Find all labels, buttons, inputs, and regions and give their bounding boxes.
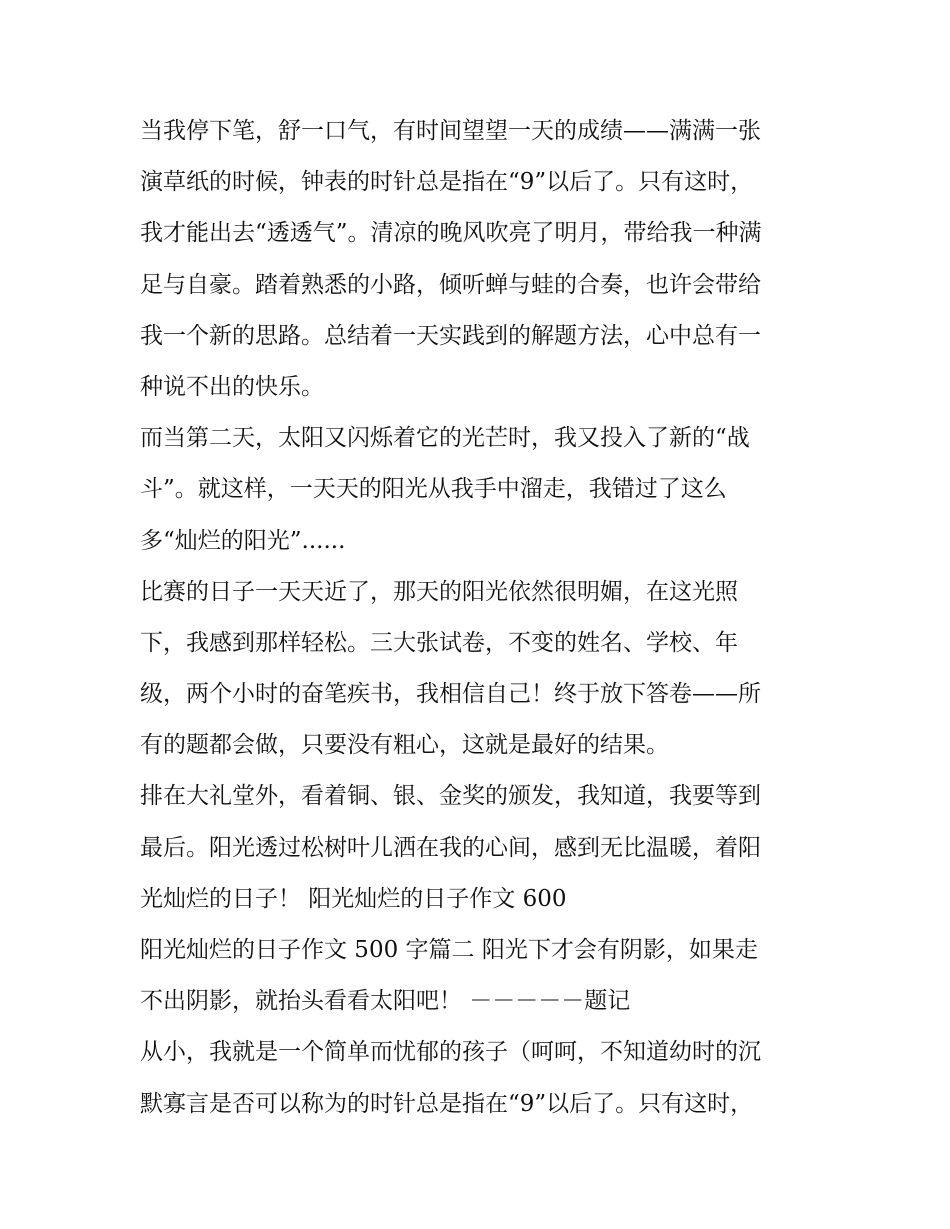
text-line: 不出阴影，就抬头看看太阳吧！ －－－－－题记 — [140, 988, 631, 1015]
text-line: 多“灿烂的阳光”...... — [140, 527, 346, 554]
text-line: 最后。阳光透过松树叶儿洒在我的心间，感到无比温暖，着阳 — [140, 834, 761, 861]
text-line: 级，两个小时的奋笔疾书，我相信自己！终于放下答卷——所 — [140, 681, 761, 708]
essay-text — [140, 106, 820, 1130]
text-line: 排在大礼堂外，看着铜、银、金奖的颁发，我知道，我要等到 — [140, 783, 761, 810]
text-line: 种说不出的快乐。 — [140, 373, 324, 400]
text-line: 阳光灿烂的日子作文 500 字篇二 阳光下才会有阴影，如果走 — [140, 937, 758, 963]
text-line: 足与自豪。踏着熟悉的小路，倾听蝉与蛙的合奏，也许会带给 — [140, 271, 761, 298]
text-line: 有的题都会做，只要没有粗心，这就是最好的结果。 — [140, 732, 669, 759]
text-line: 我才能出去“透透气”。清凉的晚风吹亮了明月，带给我一种满 — [140, 220, 762, 247]
text-line: 比赛的日子一天天近了，那天的阳光依然很明媚，在这光照 — [140, 578, 738, 605]
text-line: 斗”。就这样，一天天的阳光从我手中溜走，我错过了这么 — [140, 476, 727, 503]
text-line: 而当第二天，太阳又闪烁着它的光芒时，我又投入了新的“战 — [140, 425, 750, 452]
text-line: 当我停下笔，舒一口气，有时间望望一天的成绩——满满一张 — [140, 118, 761, 144]
text-line: 光灿烂的日子！ 阳光灿烂的日子作文 600 — [140, 885, 567, 912]
text-line: 默寡言是否可以称为的时针总是指在“9”以后了。只有这时， — [140, 1090, 754, 1117]
text-line: 下，我感到那样轻松。三大张试卷，不变的姓名、学校、年 — [140, 629, 738, 656]
text-line: 我一个新的思路。总结着一天实践到的解题方法，心中总有一 — [140, 322, 761, 349]
text-line: 演草纸的时候，钟表的时针总是指在“9”以后了。只有这时， — [140, 169, 754, 196]
text-line: 从小，我就是一个简单而忧郁的孩子（呵呵，不知道幼时的沉 — [140, 1039, 761, 1066]
